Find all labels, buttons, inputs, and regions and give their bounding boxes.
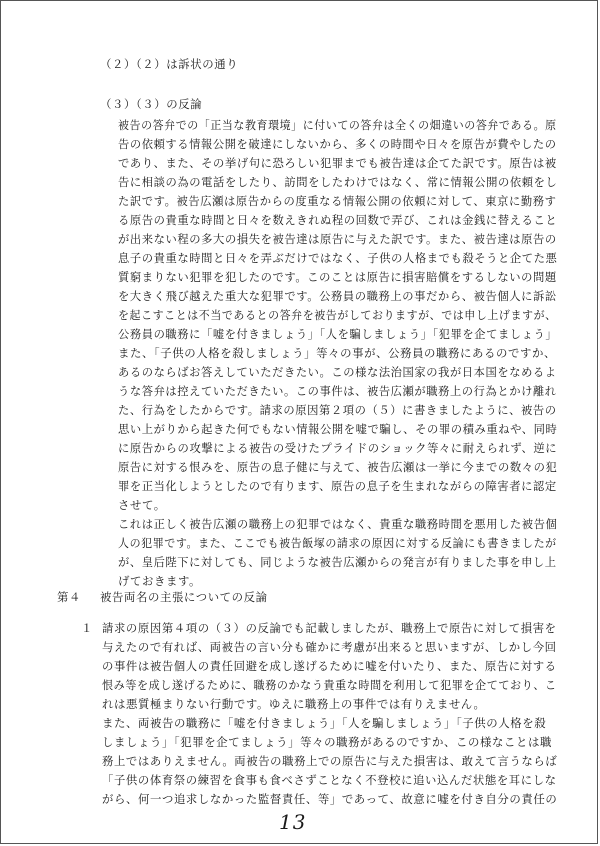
text-line: 思い上がりから起きた何でもない情報公開を嘘で騙し、その罪の積み重ねや、同時	[118, 422, 558, 436]
text-line: 公務員の職務に「嘘を付きましょう」「人を騙しましょう」「犯罪を企てましょう」	[118, 327, 558, 341]
text-line: が、皇后陛下に対しても、同じような被告広瀬からの発言が有りました事を申し上	[118, 555, 557, 569]
text-line: 告に相談の為の電話をしたり、訪問をしたわけではなく、常に情報公開の依頼をし	[118, 175, 558, 189]
text-line: また、両被告の職務に「嘘を付きましょう」「人を騙しましょう」「子供の人格を殺	[102, 716, 547, 730]
text-line: げておきます。	[118, 574, 202, 588]
text-line: 請求の原因第４項の（３）の反論でも記載しましたが、職務上で原告に対して損害を	[102, 621, 557, 635]
text-line: る原告の貴重な時間と日々を数えきれぬ程の回数で弄び、これは金銭に替えること	[118, 213, 558, 227]
text-line: た、行為をしたからです。請求の原因第２項の（５）に書きましたように、被告の	[118, 403, 557, 417]
text-line: に原告からの攻撃による被告の受けたプライドのショック等々に耐えられず、逆に	[118, 441, 558, 455]
section-4-number: 第４	[57, 590, 81, 604]
text-line: た訳です。被告広瀬は原告からの度重なる情報公開の依頼に対して、東京に勤務す	[118, 194, 557, 208]
text-line: であり、また、その挙げ句に恐ろしい犯罪までも被告達は企てた訳です。原告は被	[118, 156, 557, 170]
text-line: 人の犯罪です。また、ここでも被告飯塚の請求の原因に対する反論にも書きましたが	[118, 536, 557, 550]
text-line: 罪を正当化しようとしたので有ります、原告の息子を生まれながらの障害者に認定	[118, 479, 557, 493]
item-1-number: １	[81, 621, 93, 635]
text-line: 質窮まりない犯罪を犯したのです。このことは原告に損害賠償をするしないの問題	[118, 270, 557, 284]
text-line: が出来ない程の多大の損失を被告達は原告に与えた訳です。また、被告達は原告の	[118, 232, 557, 246]
text-line: また、「子供の人格を殺しましょう」等々の事が、公務員の職務にあるのですか、	[118, 346, 556, 360]
text-line: これは正しく被告広瀬の職務上の犯罪ではなく、貴重な職務時間を悪用した被告個	[118, 517, 558, 531]
text-line: うな答弁は控えていただきたい。この事件は、被告広瀬が職務上の行為とかけ離れ	[118, 384, 557, 398]
text-line: の事件は被告個人の責任回避を成し遂げるために嘘を付いたり、また、原告に対する	[102, 659, 557, 673]
text-line: 務上ではありえません。両被告の職務上での原告に与えた損害は、敢えて言うならば	[102, 754, 558, 768]
section-3-3-heading: （３）（３）の反論	[100, 97, 203, 111]
text-line: を大きく飛び越えた重大な犯罪です。公務員の職務上の事だから、被告個人に訴訟	[118, 289, 557, 303]
section-4-heading: 被告両名の主張についての反論	[100, 590, 268, 604]
text-line: 「子供の体育祭の練習を食事も食べさずことなく不登校に追い込んだ状態を耳にしな	[102, 773, 557, 787]
text-line: 被告の答弁での「正当な教育環境」に付いての答弁は全くの畑違いの答弁である。原	[118, 118, 557, 132]
section-2-2-line: （２）（２）は訴状の通り	[100, 57, 239, 71]
text-line: 原告に対する恨みを、原告の息子健に与えて、被告広瀬は一挙に今までの数々の犯	[118, 460, 558, 474]
text-line: れは悪質極まりない行動です。ゆえに職務上の事件では有りえません。	[102, 697, 486, 711]
text-line: 与えたので有れば、両被告の言い分も確かに考慮が出来ると思いますが、しかし今回	[102, 640, 557, 654]
text-line: させて。	[118, 498, 166, 512]
text-line: がら、何一つ追求しなかった監督責任、等」であって、故意に嘘を付き自分の責任の	[102, 792, 558, 806]
text-line: 恨み等を成し遂げるために、職務のかなう貴重な時間を利用して犯罪を企てており、こ	[102, 678, 557, 692]
text-line: 息子の貴重な時間と日々を弄ぶだけではなく、子供の人格までも殺そうと企てた悪	[118, 251, 558, 265]
page-number: 13	[279, 810, 307, 834]
text-line: しましょう」「犯罪を企てましょう」等々の職務があるのですか、この様なことは職	[102, 735, 552, 749]
text-line: あるのならばお答えしていただきたい。この様な法治国家の我が日本国をなめるよ	[118, 365, 557, 379]
text-line: を起こすことは不当であるとの答弁を被告がしておりますが、では申し上げますが、	[118, 308, 557, 322]
text-line: 告の依頼する情報公開を破達にしないから、多くの時間や日々を原告が費やしたの	[118, 137, 557, 151]
